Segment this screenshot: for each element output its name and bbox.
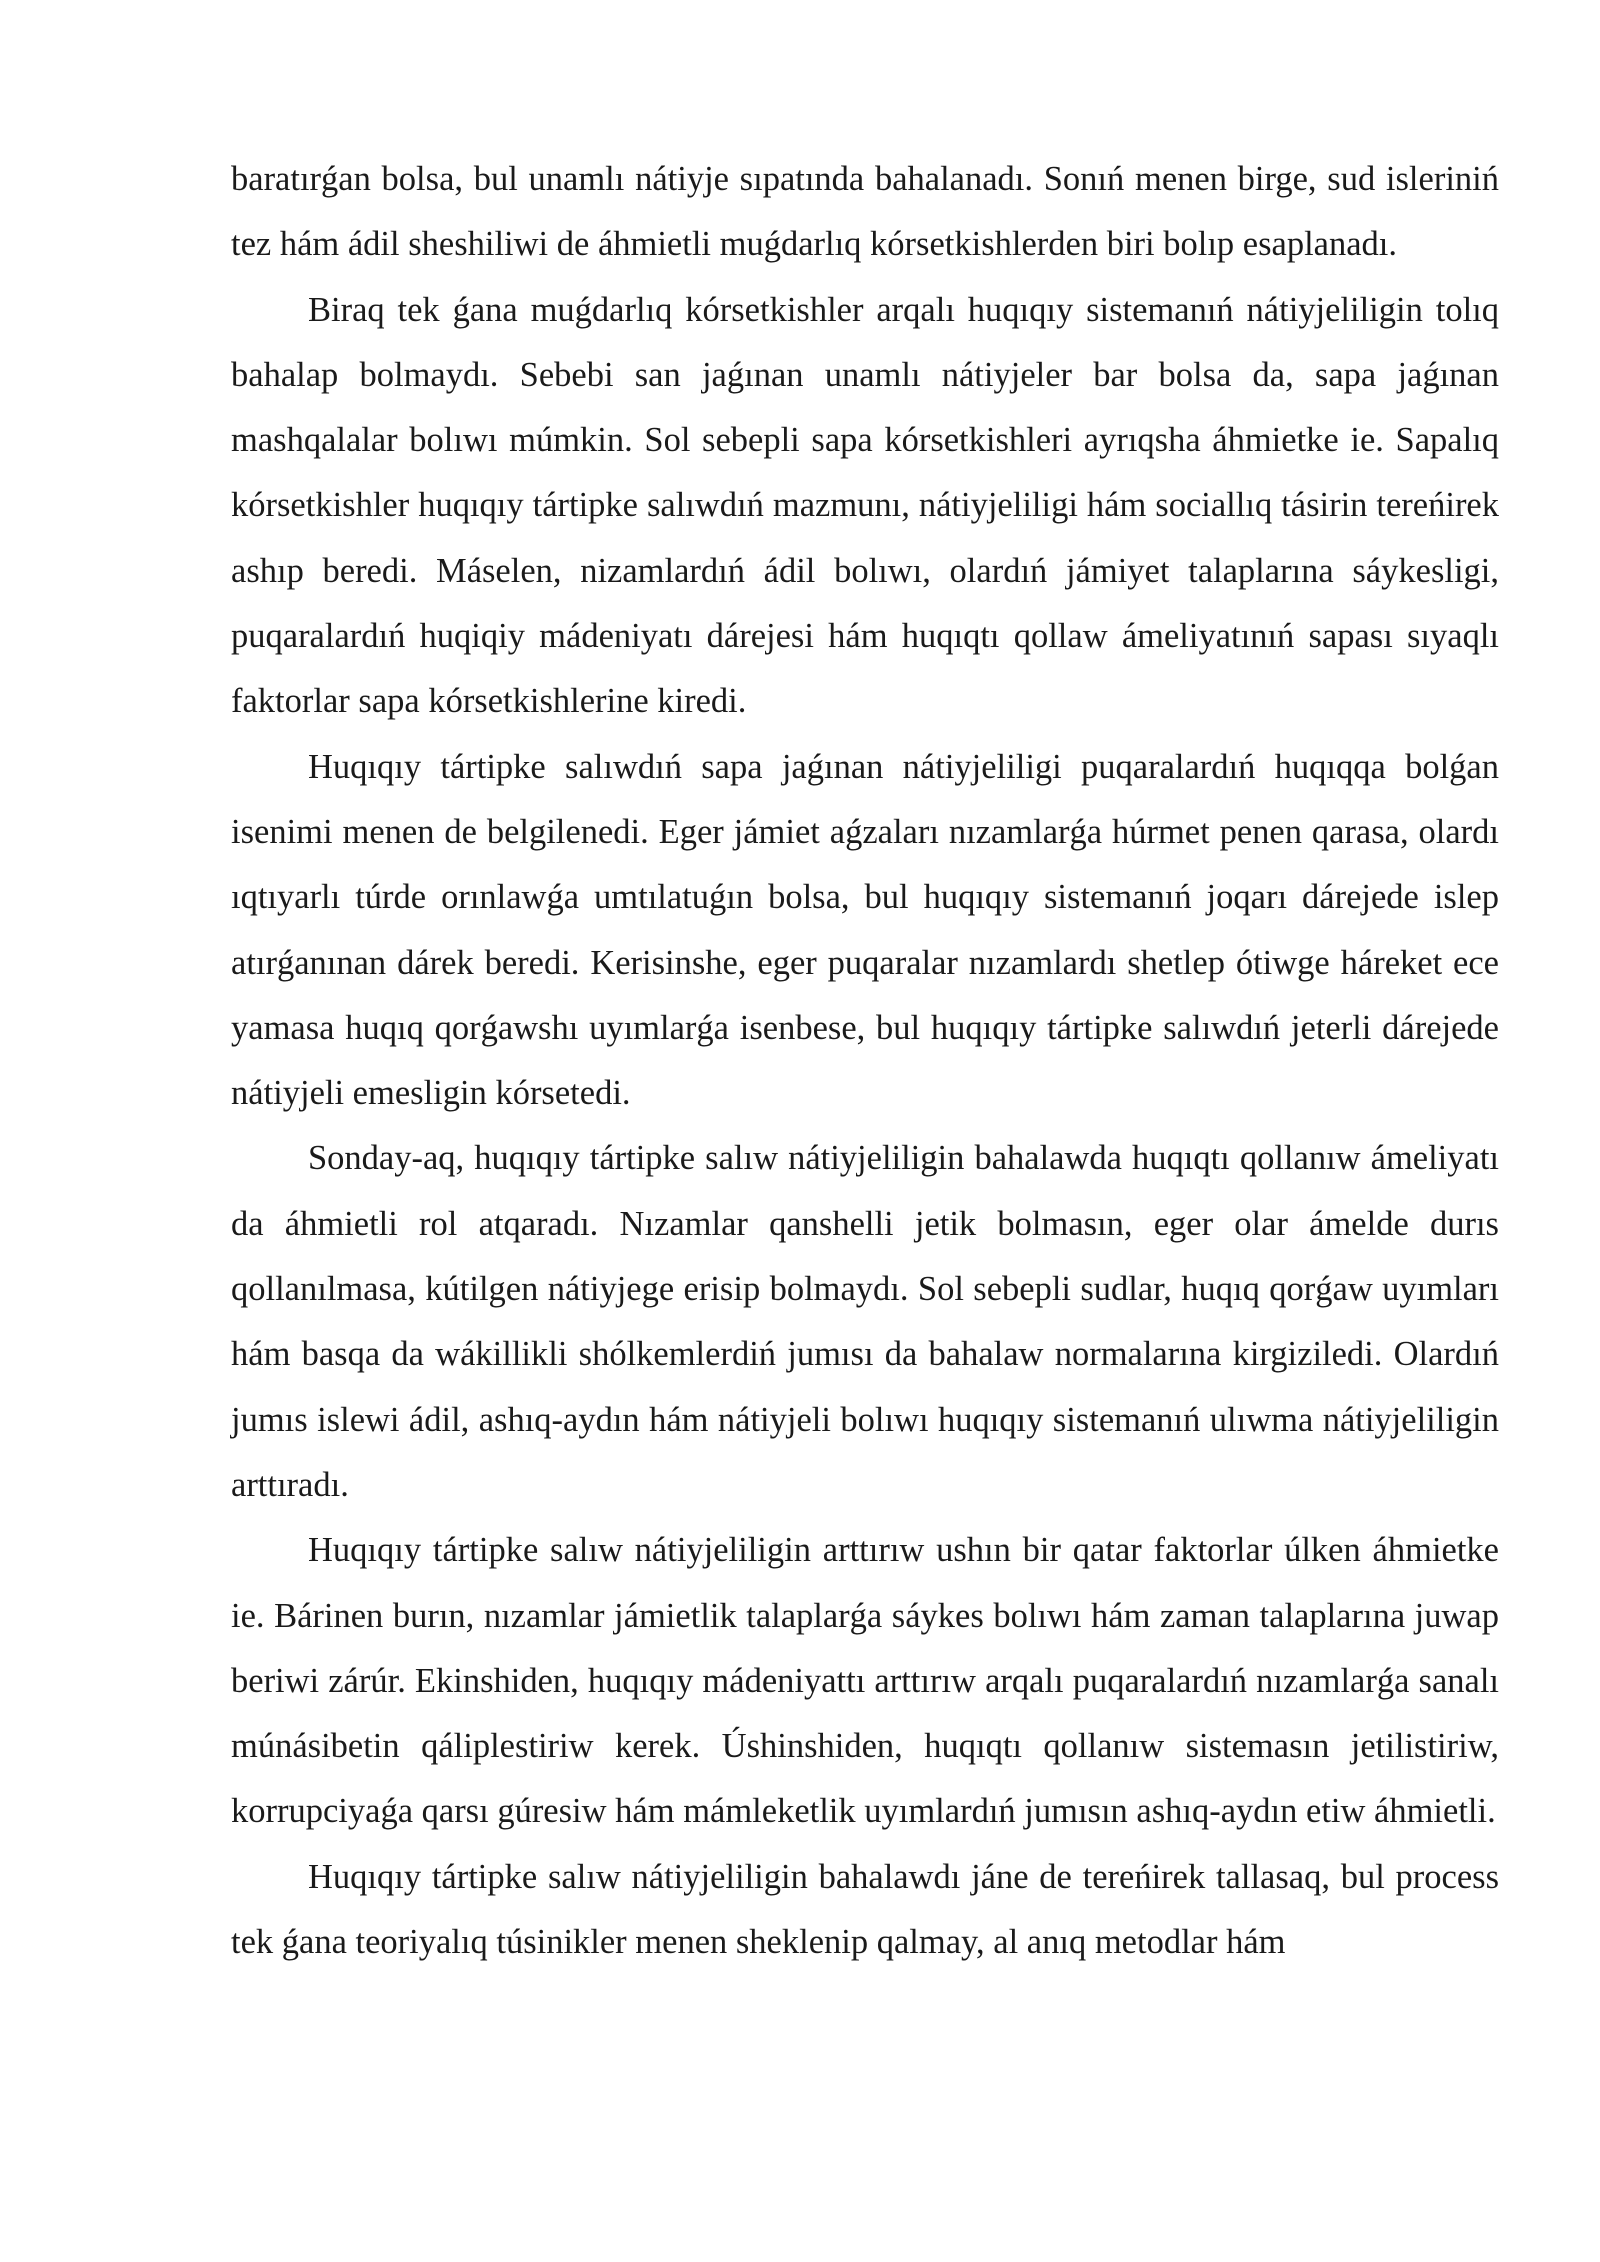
- document-body: [231, 147, 1499, 1975]
- paragraph-continuation: baratırǵan bolsa, bul unamlı nátiyje sıpatında bahalanadı. Sonıń menen birge, sud isleriniń tez hám ádil sheshiliwi de áhmietli muǵdarlıq kórsetkishlerden biri bolıp esaplanadı.: [231, 160, 1499, 264]
- paragraph: Biraq tek ǵana muǵdarlıq kórsetkishler arqalı huqıqıy sistemanıń nátiyjeliligin tolıq bahalap bolmaydı. Sebebi san jaǵınan unamlı nátiyjeler bar bolsa da, sapa jaǵınan mashqalalar bolıwı múmkin. Sol sebepli sapa kórsetkishleri ayrıqsha áhmietke ie. Sapalıq kórsetkishler huqıqıy tártipke salıwdıń mazmunı, nátiyjeliligi hám sociallıq tásirin tereńirek ashıp beredi. Máselen, nizamlardıń ádil bolıwı, olardıń jámiyet talaplarına sáykesligi, puqaralardıń huqiqiy mádeniyatı dárejesi hám huqıqtı qollaw ámeliyatınıń sapası sıyaqlı faktorlar sapa kórsetkishlerine kiredi.: [231, 290, 1499, 721]
- paragraph: Huqıqıy tártipke salıw nátiyjeliligin arttırıw ushın bir qatar faktorlar úlken áhmietke ie. Bárinen burın, nızamlar jámietlik talaplarǵa sáykes bolıwı hám zaman talaplarına juwap beriwi zárúr. Ekinshiden, huqıqıy mádeniyattı arttırıw arqalı puqaralardıń nızamlarǵa sanalı múnásibetin qáliplestiriw kerek. Úshinshiden, huqıqtı qollanıw sistemasın jetilistiriw, korrupciyaǵa qarsı gúresiw hám mámleketlik uyımlardıń jumısın ashıq-aydın etiw áhmietli.: [231, 1531, 1499, 1831]
- paragraph: Huqıqıy tártipke salıwdıń sapa jaǵınan nátiyjeliligi puqaralardıń huqıqqa bolǵan isenimi menen de belgilenedi. Eger jámiet aǵzaları nızamlarǵa húrmet penen qarasa, olardı ıqtıyarlı túrde orınlawǵa umtılatuǵın bolsa, bul huqıqıy sistemanıń joqarı dárejede islep atırǵanınan dárek beredi. Kerisinshe, eger puqaralar nızamlardı shetlep ótiwge háreket ece yamasa huqıq qorǵawshı uyımlarǵa isenbese, bul huqıqıy tártipke salıwdıń jeterli dárejede nátiyjeli emesligin kórsetedi.: [231, 747, 1499, 1113]
- paragraph: Sonday-aq, huqıqıy tártipke salıw nátiyjeliligin bahalawda huqıqtı qollanıw ámeliyatı da áhmietli rol atqaradı. Nızamlar qanshelli jetik bolmasın, eger olar ámelde durıs qollanılmasa, kútilgen nátiyjege erisip bolmaydı. Sol sebepli sudlar, huqıq qorǵaw uyımları hám basqa da wákillikli shólkemlerdiń jumısı da bahalaw normalarına kirgiziledi. Olardıń jumıs islewi ádil, ashıq-aydın hám nátiyjeli bolıwı huqıqıy sistemanıń ulıwma nátiyjeliligin arttıradı.: [231, 1139, 1499, 1504]
- paragraph: Huqıqıy tártipke salıw nátiyjeliligin bahalawdı jáne de tereńirek tallasaq, bul process tek ǵana teoriyalıq túsinikler menen sheklenip qalmay, al anıq metodlar hám: [231, 1857, 1499, 1962]
